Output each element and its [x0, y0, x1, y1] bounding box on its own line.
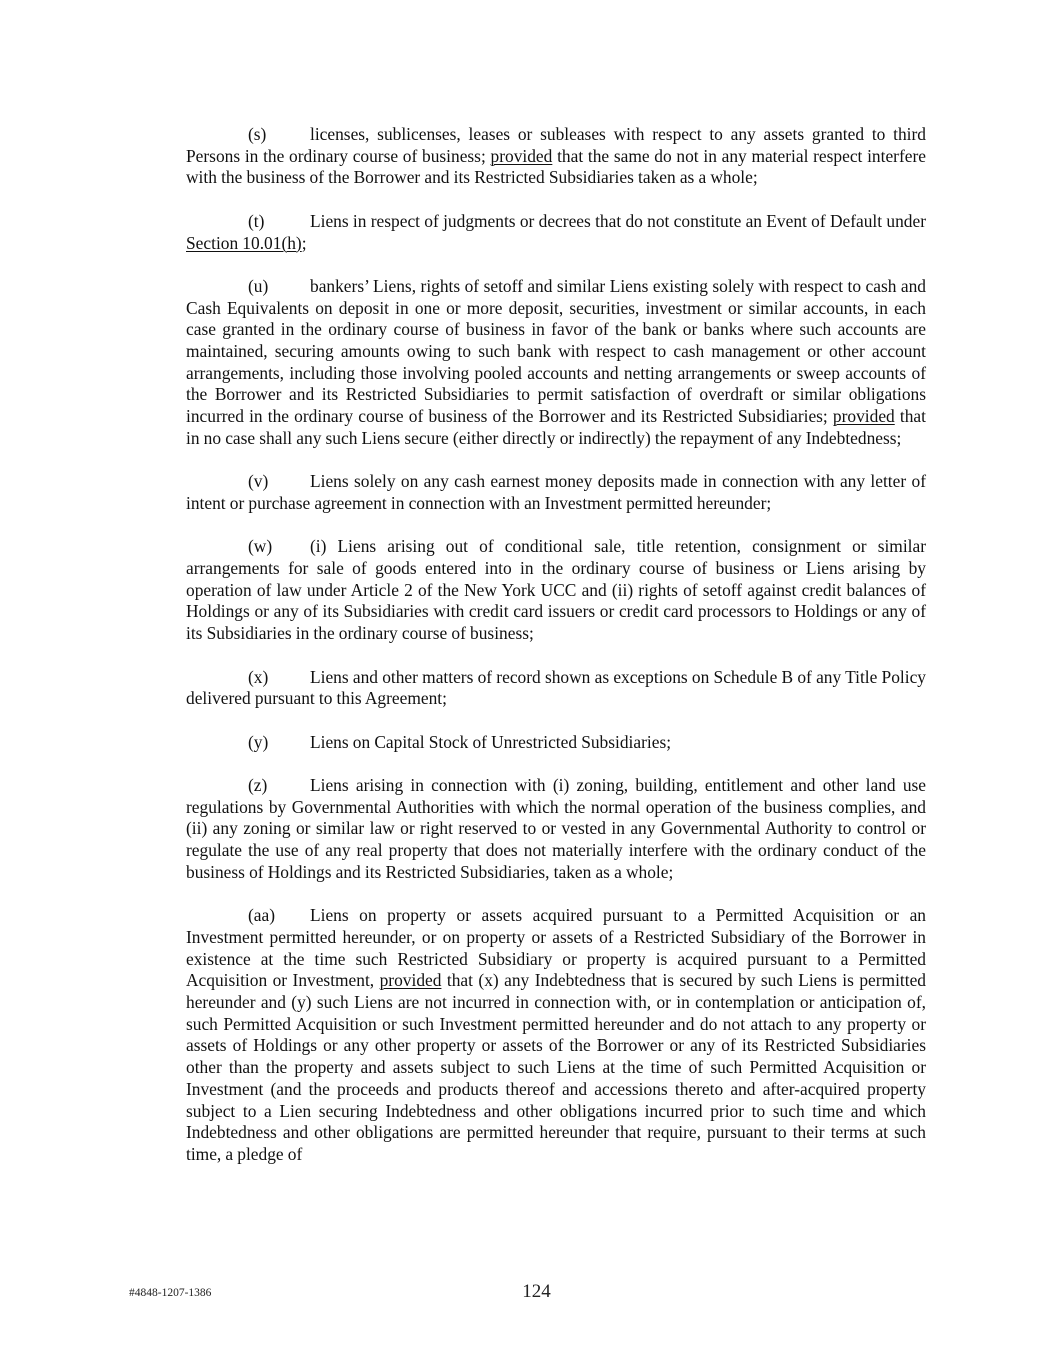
document-body — [186, 124, 926, 1187]
clause-text: (i) Liens arising out of conditional sale, title retention, consignment or similar arrangements for sale of goods entered into in the ordinary course of business or Liens arising by operation of law under Article 2 of the New York UCC and (ii) rights of setoff against credit balances of Holdings or any of its Subsidiaries with credit card issuers or credit card processors to Holdings or any of its Subsidiaries in the ordinary course of business; — [186, 536, 926, 644]
clause-label: (aa) — [248, 905, 276, 926]
clause-label: (w) — [248, 536, 273, 557]
clause-list — [186, 124, 926, 1166]
underlined-term: provided — [832, 406, 895, 427]
clause-label: (s) — [248, 124, 267, 144]
page-number: 124 — [522, 1281, 551, 1302]
clause — [186, 471, 926, 514]
clause-text: that the same do not in any material respect interfere with the business of the Borrower and its Restricted Subsidiaries taken as a whole; — [186, 145, 926, 188]
underlined-term: Section 10.01(h) — [186, 232, 302, 253]
clause-text: that (x) any Indebtedness that is secured by such Liens is permitted hereunder and (y) such Liens are not incurred in connection with, or in contemplation or anticipation of, such Permitted Acquisition or such Investment permitted hereunder and do not attach to any property or assets of Holdings or any other property or assets of the Borrower or any of its Restricted Subsidiaries other than the property and assets subject to such Liens at the time of such Permitted Acquisition or Investment (and the proceeds and products thereof and accessions thereto and after-acquired property subject to a Lien securing Indebtedness and other obligations incurred prior to such time and which Indebtedness and other obligations are permitted hereunder that require, pursuant to their terms at such time, a pledge of — [186, 970, 926, 1164]
clause — [186, 124, 926, 189]
clause-label: (t) — [248, 210, 265, 231]
clause-text: Liens solely on any cash earnest money deposits made in connection with any letter of intent or purchase agreement in connection with an Investment permitted hereunder; — [186, 471, 926, 513]
clause — [186, 667, 926, 710]
clause — [186, 276, 926, 450]
clause-label: (x) — [248, 666, 269, 687]
document-id: #4848-1207-1386 — [129, 1287, 212, 1299]
clause-label: (u) — [248, 275, 269, 296]
clause-text: Liens in respect of judgments or decrees that do not constitute an Event of Default under — [310, 210, 926, 231]
clause-text: Liens arising in connection with (i) zoning, building, entitlement and other land use regulations by Governmental Authorities with which the normal operation of the business complies, and (ii) any zoning or similar law or right reserved to or vested in any Governmental Authority to control or regulate the use of any real property that does not materially interfere with the ordinary conduct of the business of Holdings and its Restricted Subsidiaries, taken as a whole; — [186, 774, 926, 882]
clause-text: bankers’ Liens, rights of setoff and similar Liens existing solely with respect to cash and Cash Equivalents on deposit in one or more deposit, securities, investment or similar accounts, in each case granted in the ordinary course of business in favor of the bank or banks where such accounts are maintained, securing amounts owing to such bank with respect to cash management or other account arrangements, including those involving pooled accounts and netting arrangements or sweep accounts of the Borrower and its Restricted Subsidiaries to permit satisfaction of overdraft or similar obligations incurred in the ordinary course of business of the Borrower and its Restricted Subsidiaries; — [186, 275, 926, 427]
clause-text: Liens and other matters of record shown as exceptions on Schedule B of any Title Policy delivered pursuant to this Agreement; — [186, 666, 926, 709]
clause-text: that in no case shall any such Liens secure (either directly or indirectly) the repayment of any Indebtedness; — [186, 406, 926, 448]
clause — [186, 775, 926, 884]
underlined-term: provided — [379, 970, 442, 991]
underlined-term: provided — [490, 145, 553, 166]
clause-text: Liens on Capital Stock of Unrestricted Subsidiaries; — [310, 731, 672, 752]
clause-label: (y) — [248, 731, 269, 752]
clause-text: Liens on property or assets acquired pursuant to a Permitted Acquisition or an Investment permitted hereunder, or on property or assets of a Restricted Subsidiary of the Borrower in existence at the time such Restricted Subsidiary or property is acquired pursuant to a Permitted Acquisition or Investment, — [186, 905, 926, 991]
clause-label: (z) — [248, 774, 268, 795]
clause — [186, 905, 926, 1165]
clause-label: (v) — [248, 471, 269, 492]
clause — [186, 732, 926, 754]
clause — [186, 211, 926, 254]
clause-text: ; — [301, 232, 307, 253]
clause — [186, 536, 926, 645]
clause-text: licenses, sublicenses, leases or subleases with respect to any assets granted to third Persons in the ordinary course of business; — [186, 124, 926, 166]
